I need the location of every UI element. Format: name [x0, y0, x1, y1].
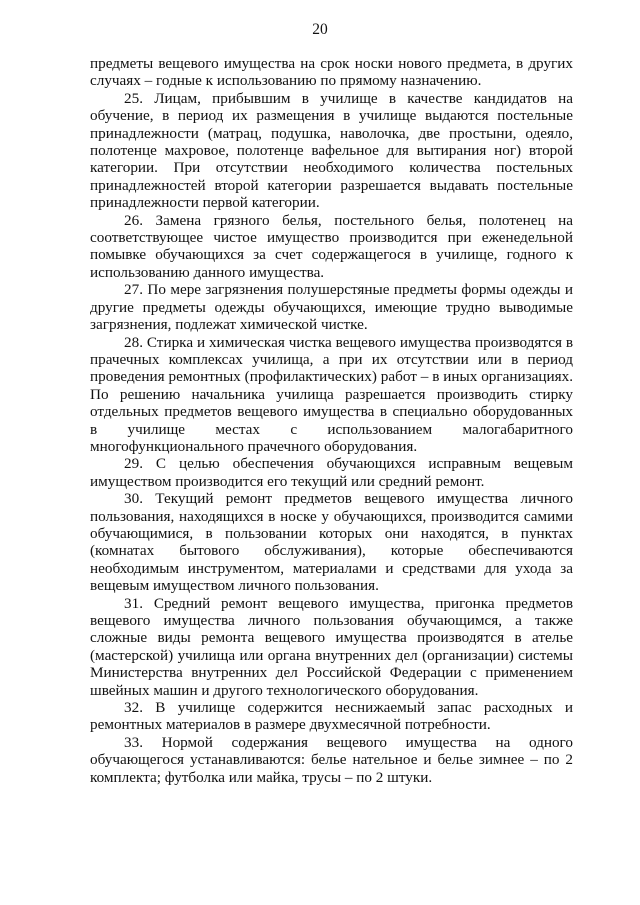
- document-body: [90, 55, 573, 786]
- paragraph-26: 26. Замена грязного белья, постельного белья, полотенец на соответствующее чистое имущество производится при еженедельной помывке обучающихся за счет содержащегося в училище, годного к использованию данного имущества.: [90, 211, 573, 281]
- paragraph-33: 33. Нормой содержания вещевого имущества на одного обучающегося устанавливаются: белье нательное и белье зимнее – по 2 комплекта; футболка или майка, трусы – по 2 штуки.: [90, 733, 573, 786]
- paragraph-32: 32. В училище содержится неснижаемый запас расходных и ремонтных материалов в размере двухмесячной потребности.: [90, 699, 573, 734]
- paragraph-28: 28. Стирка и химическая чистка вещевого имущества производятся в прачечных комплексах училища, а при их отсутствии или в период проведения ремонтных (профилактических) работ – в иных организациях. По решению начальника училища разрешается производить стирку отдельных предметов вещевого имущества в специально оборудованных в училище местах с использованием малогабаритного многофункционального прачечного оборудования.: [90, 333, 573, 455]
- paragraph-30: 30. Текущий ремонт предметов вещевого имущества личного пользования, находящихся в носке у обучающихся, производится самими обучающимися, в пользовании которых они находятся, в пунктах (комнатах бытового обслуживания), которые обеспечиваются необходимым инструментом, материалами и средствами для ухода за вещевым имуществом личного пользования.: [90, 490, 573, 595]
- paragraph-31: 31. Средний ремонт вещевого имущества, пригонка предметов вещевого имущества личного пользования обучающимся, а также сложные виды ремонта вещевого имущества производятся в ателье (мастерской) училища или органа внутренних дел (организации) системы Министерства внутренних дел Российской Федерации с применением швейных машин и другого технологического оборудования.: [90, 594, 573, 699]
- paragraph-continuation: предметы вещевого имущества на срок носки нового предмета, в других случаях – годные к использованию по прямому назначению.: [90, 55, 573, 90]
- paragraph-25: 25. Лицам, прибывшим в училище в качестве кандидатов на обучение, в период их размещения в училище выдаются постельные принадлежности (матрац, подушка, наволочка, две простыни, одеяло, полотенце махровое, полотенце вафельное для вытирания ног) второй категории. При отсутствии необходимого количества постельных принадлежностей второй категории разрешается выдавать постельные принадлежности первой категории.: [90, 89, 573, 212]
- paragraph-27: 27. По мере загрязнения полушерстяные предметы формы одежды и другие предметы одежды обучающихся, имеющие трудно выводимые загрязнения, подлежат химической чистке.: [90, 281, 573, 334]
- page-number: 20: [312, 21, 328, 38]
- paragraph-29: 29. С целью обеспечения обучающихся исправным вещевым имуществом производится его текущий или средний ремонт.: [90, 455, 573, 490]
